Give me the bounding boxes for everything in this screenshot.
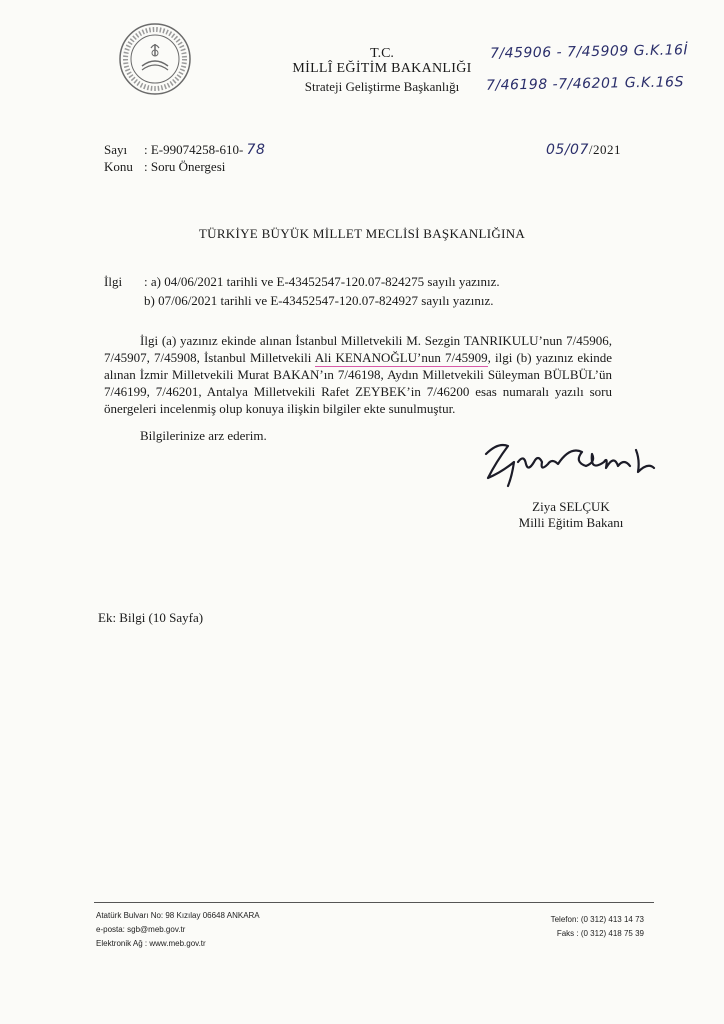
ilgi-b: b) 07/06/2021 tarihli ve E-43452547-120.07-824927 sayılı yazınız. (144, 293, 494, 308)
addressee: TÜRKİYE BÜYÜK MİLLET MECLİSİ BAŞKANLIĞINA (198, 226, 526, 241)
handwritten-annotation-1: 7/45906 - 7/45909 G.K.16İ (489, 42, 689, 62)
document-date (546, 142, 621, 158)
sayi-handwritten-number: 78 (246, 142, 266, 158)
body-highlighted-text: Ali KENANOĞLU’nun 7/45909 (314, 350, 488, 365)
signer-title: Milli Eğitim Bakanı (518, 515, 624, 530)
ilgi-block (104, 272, 500, 310)
footer-divider (94, 902, 654, 903)
footer-fax: Faks : (0 312) 418 75 39 (556, 929, 644, 938)
sayi-label: Sayı (104, 142, 128, 157)
ilgi-label: İlgi (104, 274, 123, 289)
footer-address: Atatürk Bulvarı No: 98 Kızılay 06648 ANKARA (96, 911, 260, 920)
footer-web: Elektronik Ağ : www.meb.gov.tr (96, 939, 206, 948)
handwritten-signature (478, 432, 664, 490)
signer-name: Ziya SELÇUK (532, 499, 610, 514)
header-ministry: MİLLÎ EĞİTİM BAKANLIĞI (292, 61, 472, 76)
ministry-seal-logo (118, 22, 192, 96)
handwritten-annotation-2: 7/46198 -7/46201 G.K.16S (485, 74, 685, 94)
footer-phone: Telefon: (0 312) 413 14 73 (550, 915, 644, 924)
ilgi-a: : a) 04/06/2021 tarihli ve E-43452547-120.07-824275 sayılı yazınız. (144, 274, 500, 289)
meta-sayi (104, 142, 265, 158)
sayi-value: : E-99074258-610- (144, 142, 244, 157)
konu-value: : Soru Önergesi (144, 159, 226, 174)
header-tc: T.C. (370, 46, 394, 61)
date-handwritten: 05/07 (546, 142, 589, 158)
footer-left (96, 909, 260, 951)
footer-email: e-posta: sgb@meb.gov.tr (96, 925, 186, 934)
body-text-end: , ilgi (b) yazınız ekinde alınan İzmir Milletvekili Murat BAKAN’ın 7/46198, Aydın Milletvekili Süleyman BÜLBÜL’ün 7/46199, 7/46201, Antalya Milletvekili Rafet ZEYBEK’in 7/46200 esas numaralı yazılı soru önergeleri incelenmiş olup konuya ilişkin bilgiler ekte sunulmuştur. (104, 350, 613, 416)
attachment-note: Ek: Bilgi (10 Sayfa) (98, 610, 204, 625)
footer-right (532, 913, 644, 941)
body-text-start: İlgi (a) yazınız ekinde alınan İstanbul Milletvekili M. Sezgin TANRIKULU’nun 7/45906, 7/45907, 7/45908, İstanbul Milletvekili (104, 333, 612, 365)
signer-block (506, 499, 636, 531)
header-department: Strateji Geliştirme Başkanlığı (304, 79, 460, 94)
closing-sentence: Bilgilerinize arz ederim. (140, 428, 267, 443)
body-paragraph (104, 332, 612, 417)
date-typed-year: /2021 (588, 142, 621, 157)
konu-label: Konu (104, 159, 133, 174)
meta-konu (104, 159, 225, 175)
